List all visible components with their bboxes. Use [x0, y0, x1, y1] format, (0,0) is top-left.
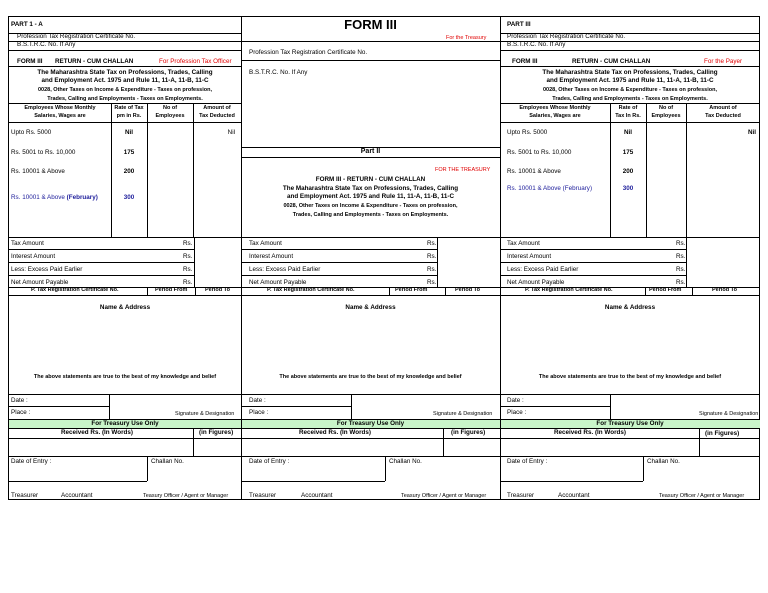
part1-code-line2: Trades, Calling and Employments - Taxes on Employments.	[47, 96, 203, 102]
part3-treasury-use: For Treasury Use Only	[596, 420, 664, 427]
part3-challan-no: Challan No.	[647, 458, 680, 465]
part3-ptrc-line: Profession Tax Registration Certificate No.	[507, 33, 626, 40]
part3-date: Date :	[507, 397, 524, 404]
part2-act-line1: The Maharashtra State Tax on Professions, Trades, Calling	[282, 185, 459, 192]
part3-interest-amount-rs: Rs.	[676, 253, 686, 260]
part3-row4-slab: Rs. 10001 & Above (February)	[507, 185, 593, 192]
part3-officer: Teasury Officer / Agent or Manager	[659, 493, 745, 499]
part1-date-of-entry: Date of Entry :	[11, 458, 52, 465]
part3-header-no-2: Employees	[651, 113, 681, 119]
form-title: FORM III	[344, 17, 397, 32]
part3-code-line1: 0028, Other Taxes on Income & Expenditure - Taxes on profession,	[542, 87, 717, 93]
part3-ptrc-no: P. Tax Registration Certificate No.	[525, 287, 613, 293]
part3-row4-rate: 300	[622, 185, 634, 192]
part3-row1-rate: Nil	[623, 129, 633, 136]
part1-net-amount: Net Amount Payable	[11, 279, 69, 286]
part2-for-treasury-top: For the Treasury	[446, 35, 487, 41]
part2-less-excess: Less: Excess Paid Earlier	[249, 266, 321, 273]
part1-treasury-use: For Treasury Use Only	[91, 420, 159, 427]
part1-act-line2: and Employment Act. 1975 and Rule 11, 11-A, 11-B, 11-C	[41, 77, 209, 84]
part3-treasurer: Treasurer	[507, 492, 535, 499]
part3-received-words: Received Rs. (In Words)	[554, 429, 626, 436]
part3-row1-amount: Nil	[747, 129, 756, 136]
part2-statement: The above statements are true to the best of my knowledge and belief	[279, 374, 462, 380]
part2-date-of-entry: Date of Entry :	[249, 458, 290, 465]
part1-row2-slab: Rs. 5001 to Rs. 10,000	[11, 149, 76, 156]
part3-form-tag: FORM III	[512, 58, 538, 65]
part1-row1-slab: Upto Rs. 5000	[11, 129, 52, 136]
part1-row1-amount: Nil	[227, 129, 235, 136]
part1-ptrc-line: Profession Tax Registration Certificate No.	[17, 33, 136, 40]
part2-challan-no: Challan No.	[389, 458, 422, 465]
part3-label: PART III	[507, 21, 531, 28]
part1-tax-amount-rs: Rs.	[183, 240, 193, 247]
part2-part-label: Part II	[360, 148, 381, 155]
part2-tax-amount: Tax Amount	[249, 240, 282, 247]
part1-less-excess-rs: Rs.	[183, 266, 193, 273]
part3-tax-amount: Tax Amount	[507, 240, 540, 247]
part1-received-words: Received Rs. (In Words)	[61, 429, 133, 436]
part2-interest-amount: Interest Amount	[249, 253, 294, 260]
part1-header-no-2: Employees	[155, 113, 185, 119]
part3-in-figures: (in Figures)	[705, 430, 740, 437]
part1-header-slab-2: Salaries, Wages are	[34, 113, 86, 119]
part2-tax-amount-rs: Rs.	[427, 240, 437, 247]
part1-signature: Signature & Designation	[175, 411, 235, 417]
part2-name-address: Name & Address	[345, 304, 396, 311]
part3-name-address: Name & Address	[604, 304, 656, 311]
part3-header-rate-2: Tax In Rs.	[615, 113, 641, 119]
part3-net-amount-rs: Rs.	[676, 279, 686, 286]
part2-act-line2: and Employment Act. 1975 and Rule 11, 11-A, 11-B, 11-C	[286, 193, 455, 200]
part3-header-slab-2: Salaries, Wages are	[529, 113, 581, 119]
part2-bstrc-line: B.S.T.R.C. No. If Any	[249, 69, 308, 76]
part2-ptrc-no: P. Tax Registration Certificate No.	[267, 287, 355, 293]
part3-header-amount-1: Amount of	[709, 105, 737, 111]
part1-officer: Teasury Officer / Agent or Manager	[143, 493, 229, 499]
part3-header-amount-2: Tax Deducted	[705, 113, 741, 119]
part3-less-excess: Less: Excess Paid Earlier	[507, 266, 579, 273]
part3-row1-slab: Upto Rs. 5000	[507, 129, 548, 136]
part3-copy-label: For the Payer	[704, 58, 743, 65]
part3-act-line2: and Employment Act. 1975 and Rule 11, 11-A, 11-B, 11-C	[546, 77, 714, 84]
part1-place: Place :	[11, 409, 31, 416]
part1-header-rate-1: Rate of Tax	[114, 105, 144, 111]
part1-row3-rate: 200	[123, 168, 135, 175]
part2-place: Place :	[249, 409, 269, 416]
part2-title: FORM III - RETURN - CUM CHALLAN	[315, 176, 426, 183]
part1-row2-rate: 175	[123, 149, 135, 156]
part3-statement: The above statements are true to the best of my knowledge and belief	[538, 374, 722, 380]
part1-row4-slab: Rs. 10001 & Above (February)	[11, 194, 98, 201]
part3-row2-rate: 175	[622, 149, 634, 156]
part3-row3-slab: Rs. 10001 & Above	[507, 168, 561, 175]
part2-period-to: Period To	[455, 287, 480, 293]
part3-code-line2: Trades, Calling and Employments - Taxes on Employments.	[552, 96, 708, 102]
part3-date-of-entry: Date of Entry :	[507, 458, 548, 465]
part3-row2-slab: Rs. 5001 to Rs. 10,000	[507, 149, 572, 156]
part1-accountant: Accountant	[61, 492, 93, 499]
part1-net-amount-rs: Rs.	[183, 279, 193, 286]
part3-header-no-1: No of	[658, 105, 674, 111]
part1-treasurer: Treasurer	[11, 492, 39, 499]
part1-copy-label: For Profession Tax Officer	[159, 58, 232, 65]
part3-place: Place :	[507, 409, 527, 416]
part1-interest-amount-rs: Rs.	[183, 253, 193, 260]
part1-header-slab-1: Employees Whose Monthly	[24, 105, 96, 111]
part2-signature: Signature & Designation	[433, 411, 493, 417]
part1-interest-amount: Interest Amount	[11, 253, 56, 260]
part3-row3-rate: 200	[622, 168, 634, 175]
part1-bstrc-line: B.S.T.R.C. No. If Any	[17, 41, 76, 48]
part3-accountant: Accountant	[558, 492, 590, 499]
part2-code-line2: Trades, Calling and Employments - Taxes on Employments.	[292, 212, 449, 218]
part1-header-no-1: No of	[162, 105, 178, 111]
part1-statement: The above statements are true to the best of my knowledge and belief	[33, 374, 217, 380]
part2-treasury-use: For Treasury Use Only	[336, 420, 405, 427]
part3-less-excess-rs: Rs.	[676, 266, 686, 273]
part1-row1-rate: Nil	[124, 129, 134, 136]
part3-tax-amount-rs: Rs.	[676, 240, 686, 247]
part2-net-amount: Net Amount Payable	[249, 279, 307, 286]
part3-period-from: Period From	[649, 287, 682, 293]
part2-period-from: Period From	[395, 287, 428, 293]
part1-date: Date :	[11, 397, 28, 404]
part1-challan-no: Challan No.	[151, 458, 184, 465]
part2-treasurer: Treasurer	[249, 492, 277, 499]
part2-interest-amount-rs: Rs.	[427, 253, 437, 260]
part2-officer: Teasury Officer / Agent or Manager	[401, 493, 487, 499]
part2-date: Date :	[249, 397, 266, 404]
part3-net-amount: Net Amount Payable	[507, 279, 565, 286]
part1-ptrc-no: P. Tax Registration Certificate No.	[31, 287, 119, 293]
part1-header-amount-1: Amount of	[203, 105, 231, 111]
part1-header-amount-2: Tax Deducted	[199, 113, 235, 119]
part1-code-line1: 0028, Other Taxes on Income & Expenditure - Taxes on profession,	[37, 87, 212, 93]
part3-period-to: Period To	[712, 287, 737, 293]
part1-less-excess: Less: Excess Paid Earlier	[11, 266, 83, 273]
part1-tax-amount: Tax Amount	[11, 240, 44, 247]
form-sheet	[8, 16, 760, 500]
part1-label: PART 1 - A	[11, 21, 43, 28]
part2-ptrc-line: Profession Tax Registration Certificate No.	[249, 49, 368, 56]
part1-row4-rate: 300	[123, 194, 135, 201]
part1-name-address: Name & Address	[99, 304, 151, 311]
part3-header-rate-1: Rate of	[618, 105, 638, 111]
part3-bstrc-line: B.S.T.R.C. No. If Any	[507, 41, 566, 48]
part1-period-from: Period From	[155, 287, 188, 293]
part2-in-figures: (in Figures)	[451, 429, 486, 436]
part2-copy-label: FOR THE TREASURY	[435, 167, 491, 173]
part1-in-figures: (in Figures)	[199, 429, 234, 436]
part2-less-excess-rs: Rs.	[427, 266, 437, 273]
part3-signature: Signature & Designation	[699, 411, 759, 417]
part2-received-words: Received Rs. (In Words)	[299, 429, 371, 436]
part1-act-line1: The Maharashtra State Tax on Professions, Trades, Calling	[37, 69, 213, 76]
part1-header-rate-2: pm in Rs.	[116, 113, 142, 119]
part3-interest-amount: Interest Amount	[507, 253, 552, 260]
part2-net-amount-rs: Rs.	[427, 279, 437, 286]
part3-act-line1: The Maharashtra State Tax on Professions, Trades, Calling	[542, 69, 718, 76]
part1-return-tag: RETURN - CUM CHALLAN	[55, 58, 134, 65]
part1-row3-slab: Rs. 10001 & Above	[11, 168, 65, 175]
part1-period-to: Period To	[205, 287, 230, 293]
part2-accountant: Accountant	[301, 492, 333, 499]
part3-header-slab-1: Employees Whose Monthly	[519, 105, 591, 111]
part3-return-tag: RETURN - CUM CHALLAN	[572, 58, 651, 65]
part1-form-tag: FORM III	[17, 58, 43, 65]
part2-code-line1: 0028, Other Taxes on Income & Expenditure - Taxes on profession,	[283, 203, 458, 209]
